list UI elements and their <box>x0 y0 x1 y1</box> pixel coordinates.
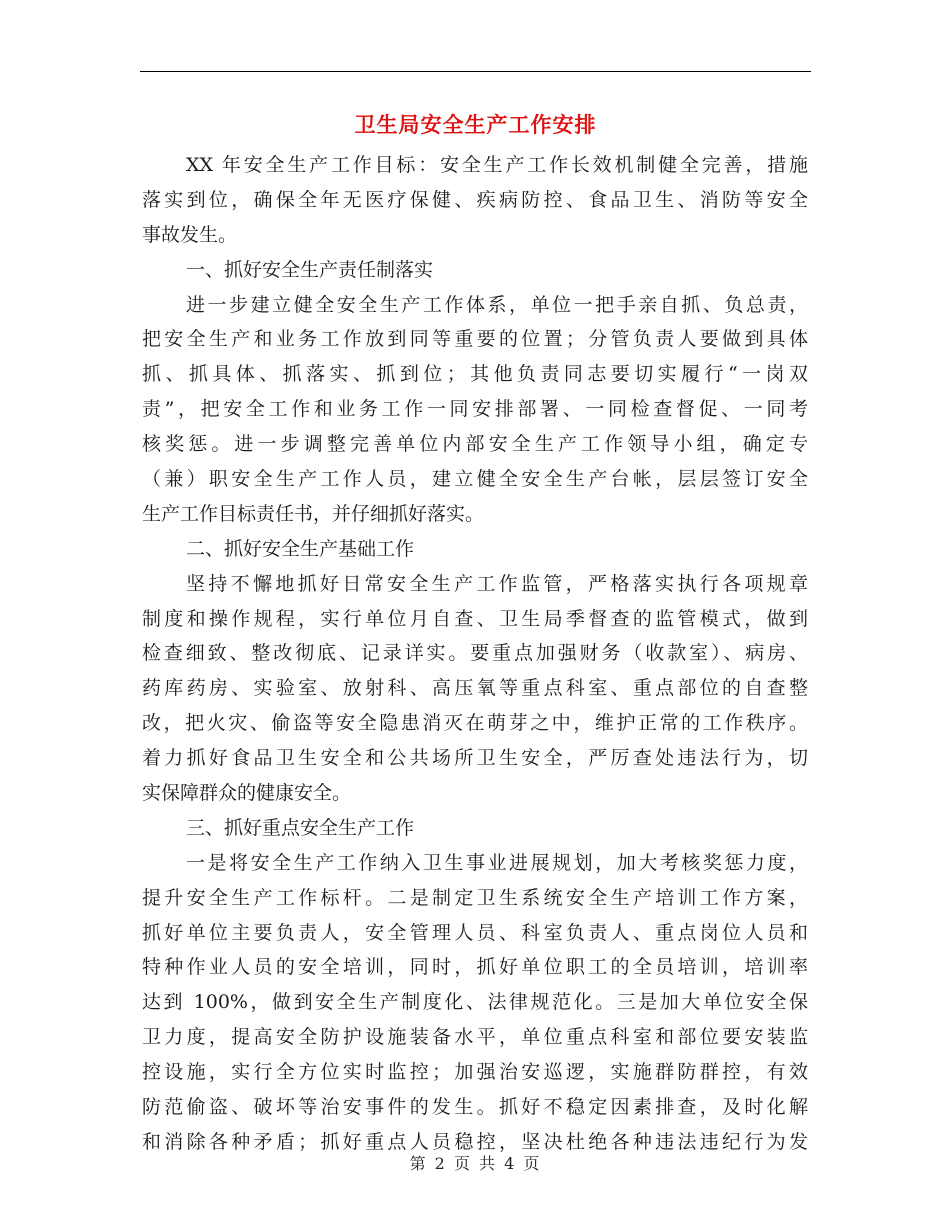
body-line: 达到 100%，做到安全生产制度化、法律规范化。三是加大单位安全保 <box>142 991 808 1014</box>
body-line: 实保障群众的健康安全。 <box>142 782 352 805</box>
body-line: 和消除各种矛盾；抓好重点人员稳控，坚决杜绝各种违法违纪行为发 <box>142 1130 808 1153</box>
body-line: 改，把火灾、偷盗等安全隐患消灭在萌芽之中，维护正常的工作秩序。 <box>142 712 808 735</box>
body-line: XX 年安全生产工作目标：安全生产工作长效机制健全完善，措施 <box>186 154 808 176</box>
body-line: 坚持不懈地抓好日常安全生产工作监管，严格落实执行各项规章 <box>186 572 808 595</box>
body-line: 制度和操作规程，实行单位月自查、卫生局季督查的监管模式，做到 <box>142 607 808 630</box>
body-line: （兼）职安全生产工作人员，建立健全安全生产台帐，层层签订安全 <box>142 468 808 491</box>
body-line: 一、抓好安全生产责任制落实 <box>186 258 434 281</box>
body-line: 卫力度，提高安全防护设施装备水平，单位重点科室和部位要安装监 <box>142 1026 808 1049</box>
body-line: 着力抓好食品卫生安全和公共场所卫生安全，严厉查处违法行为，切 <box>142 747 808 770</box>
body-line: 抓、抓具体、抓落实、抓到位；其他负责同志要切实履行“一岗双 <box>142 363 808 386</box>
body-line: 检查细致、整改彻底、记录详实。要重点加强财务（收款室）、病房、 <box>142 642 808 665</box>
document-body <box>142 148 808 1160</box>
body-line: 三、抓好重点安全生产工作 <box>186 816 415 839</box>
body-line: 防范偷盗、破坏等治安事件的发生。抓好不稳定因素排查，及时化解 <box>142 1096 808 1119</box>
body-line: 药库药房、实验室、放射科、高压氧等重点科室、重点部位的自查整 <box>142 677 808 700</box>
body-line: 落实到位，确保全年无医疗保健、疾病防控、食品卫生、消防等安全 <box>142 188 808 211</box>
header-rule <box>140 71 811 72</box>
body-line: 二、抓好安全生产基础工作 <box>186 537 415 560</box>
body-line: 把安全生产和业务工作放到同等重要的位置；分管负责人要做到具体 <box>142 328 808 351</box>
body-line: 事故发生。 <box>142 223 238 246</box>
body-line: 生产工作目标责任书，并仔细抓好落实。 <box>142 502 485 525</box>
body-line: 一是将安全生产工作纳入卫生事业进展规划，加大考核奖惩力度， <box>186 851 808 874</box>
body-line: 核奖惩。进一步调整完善单位内部安全生产工作领导小组，确定专 <box>142 433 808 456</box>
body-line: 责”，把安全工作和业务工作一同安排部署、一同检查督促、一同考 <box>142 398 808 421</box>
page-number-footer: 第 2 页 共 4 页 <box>409 1154 542 1173</box>
body-line: 控设施，实行全方位实时监控；加强治安巡逻，实施群防群控，有效 <box>142 1061 808 1084</box>
body-line: 进一步建立健全安全生产工作体系，单位一把手亲自抓、负总责， <box>186 293 808 316</box>
body-line: 提升安全生产工作标杆。二是制定卫生系统安全生产培训工作方案， <box>142 886 808 909</box>
body-line: 特种作业人员的安全培训，同时，抓好单位职工的全员培训，培训率 <box>142 956 808 979</box>
body-line: 抓好单位主要负责人，安全管理人员、科室负责人、重点岗位人员和 <box>142 921 808 944</box>
document-title: 卫生局安全生产工作安排 <box>354 112 597 137</box>
